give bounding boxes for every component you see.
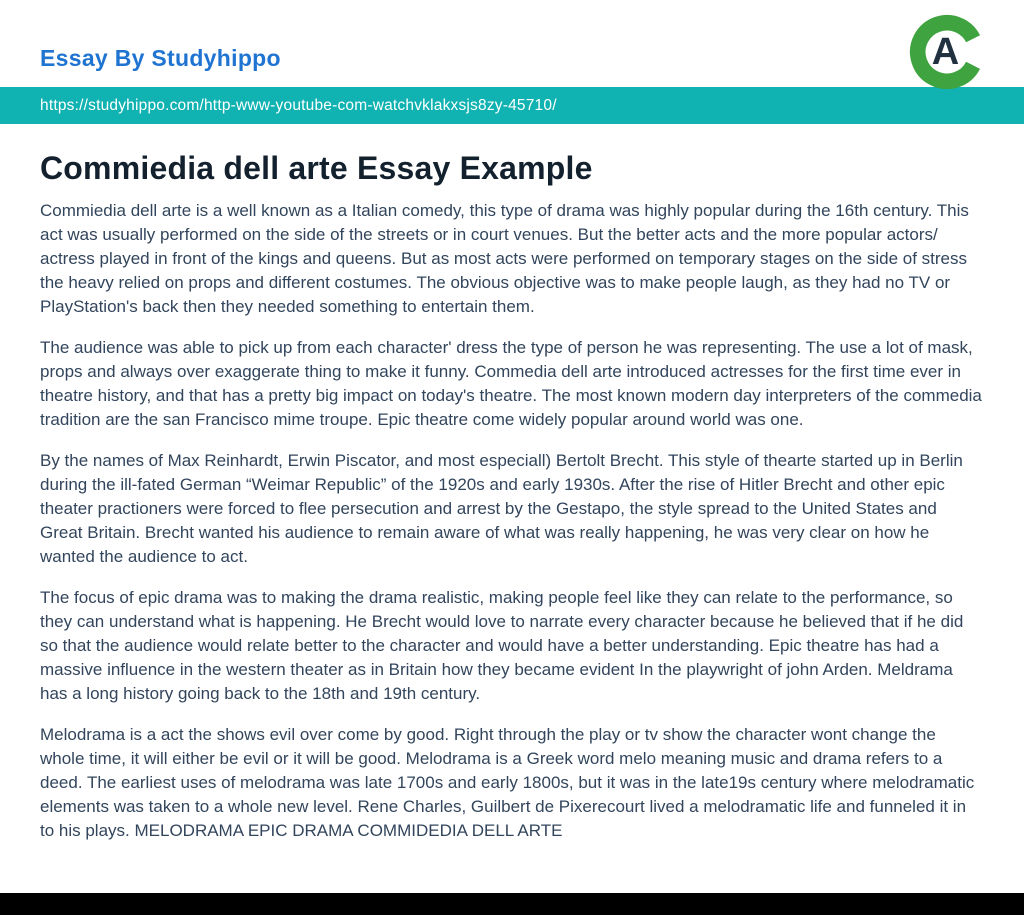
url-bar xyxy=(0,87,1024,124)
essay-paragraph-3: By the names of Max Reinhardt, Erwin Piscator, and most especiall) Bertolt Brecht. This style of thearte started up in Berlin during the ill-fated German “Weimar Republic” of the 1920s and early 1930s. After the rise of Hitler Brecht and other epic theater practioners were forced to flee persecution and arrest by the Gestapo, the style spread to the United States and Great Britain. Brecht wanted his audience to remain aware of what was really happening, he was very clear on how he wanted the audience to act. xyxy=(40,451,963,566)
essay-paragraph-1: Commiedia dell arte is a well known as a Italian comedy, this type of drama was highly popular during the 16th century. This act was usually performed on the side of the streets or in court venues. But the better acts and the more popular actors/ actress played in front of the kings and queens. But as most acts were performed on temporary stages on the side of stress the heavy relied on props and different costumes. The obvious objective was to make people laugh, as they had no TV or PlayStation's back then they needed something to entertain them. xyxy=(40,201,969,316)
studyhippo-logo[interactable] xyxy=(908,13,986,91)
essay-paragraph-2: The audience was able to pick up from each character' dress the type of person he was representing. The use a lot of mask, props and always over exaggerate thing to make it funny. Commedia dell arte introduced actresses for the first time ever in theatre history, and that has a pretty big impact on today's theatre. The most known modern day interpreters of the commedia tradition are the san Francisco mime troupe. Epic theatre come widely popular around world was one. xyxy=(40,338,982,429)
bottom-bar xyxy=(0,893,1024,915)
essay-paragraph-5: Melodrama is a act the shows evil over come by good. Right through the play or tv show the character wont change the whole time, it will either be evil or it will be good. Melodrama is a Greek word melo meaning music and drama refers to a deed. The earliest uses of melodrama was late 1700s and early 1800s, but it was in the late19s century where melodramatic elements was taken to a whole new level. Rene Charles, Guilbert de Pixerecourt lived a melodramatic life and funneled it in to his plays. MELODRAMA EPIC DRAMA COMMIDEDIA DELL ARTE xyxy=(40,725,975,840)
essay-paragraph-4: The focus of epic drama was to making the drama realistic, making people feel like they can relate to the performance, so they can understand what is happening. He Brecht would love to narrate every character because he believed that if he did so that the audience would relate better to the character and would have a better understanding. Epic theatre has had a massive influence in the western theater as in Britain how they became evident In the playwright of john Arden. Meldrama has a long history going back to the 18th and 19th century. xyxy=(40,588,964,703)
essay-article xyxy=(0,124,1024,893)
article-title: Commiedia dell arte Essay Example xyxy=(40,150,593,186)
site-title-link[interactable]: Essay By Studyhippo xyxy=(40,45,281,71)
site-header xyxy=(0,0,1024,124)
site-title-row xyxy=(0,0,1024,87)
logo-letter: A xyxy=(931,30,960,73)
page-url-link[interactable]: https://studyhippo.com/http-www-youtube-com-watchvklakxsjs8zy-45710/ xyxy=(40,96,557,114)
